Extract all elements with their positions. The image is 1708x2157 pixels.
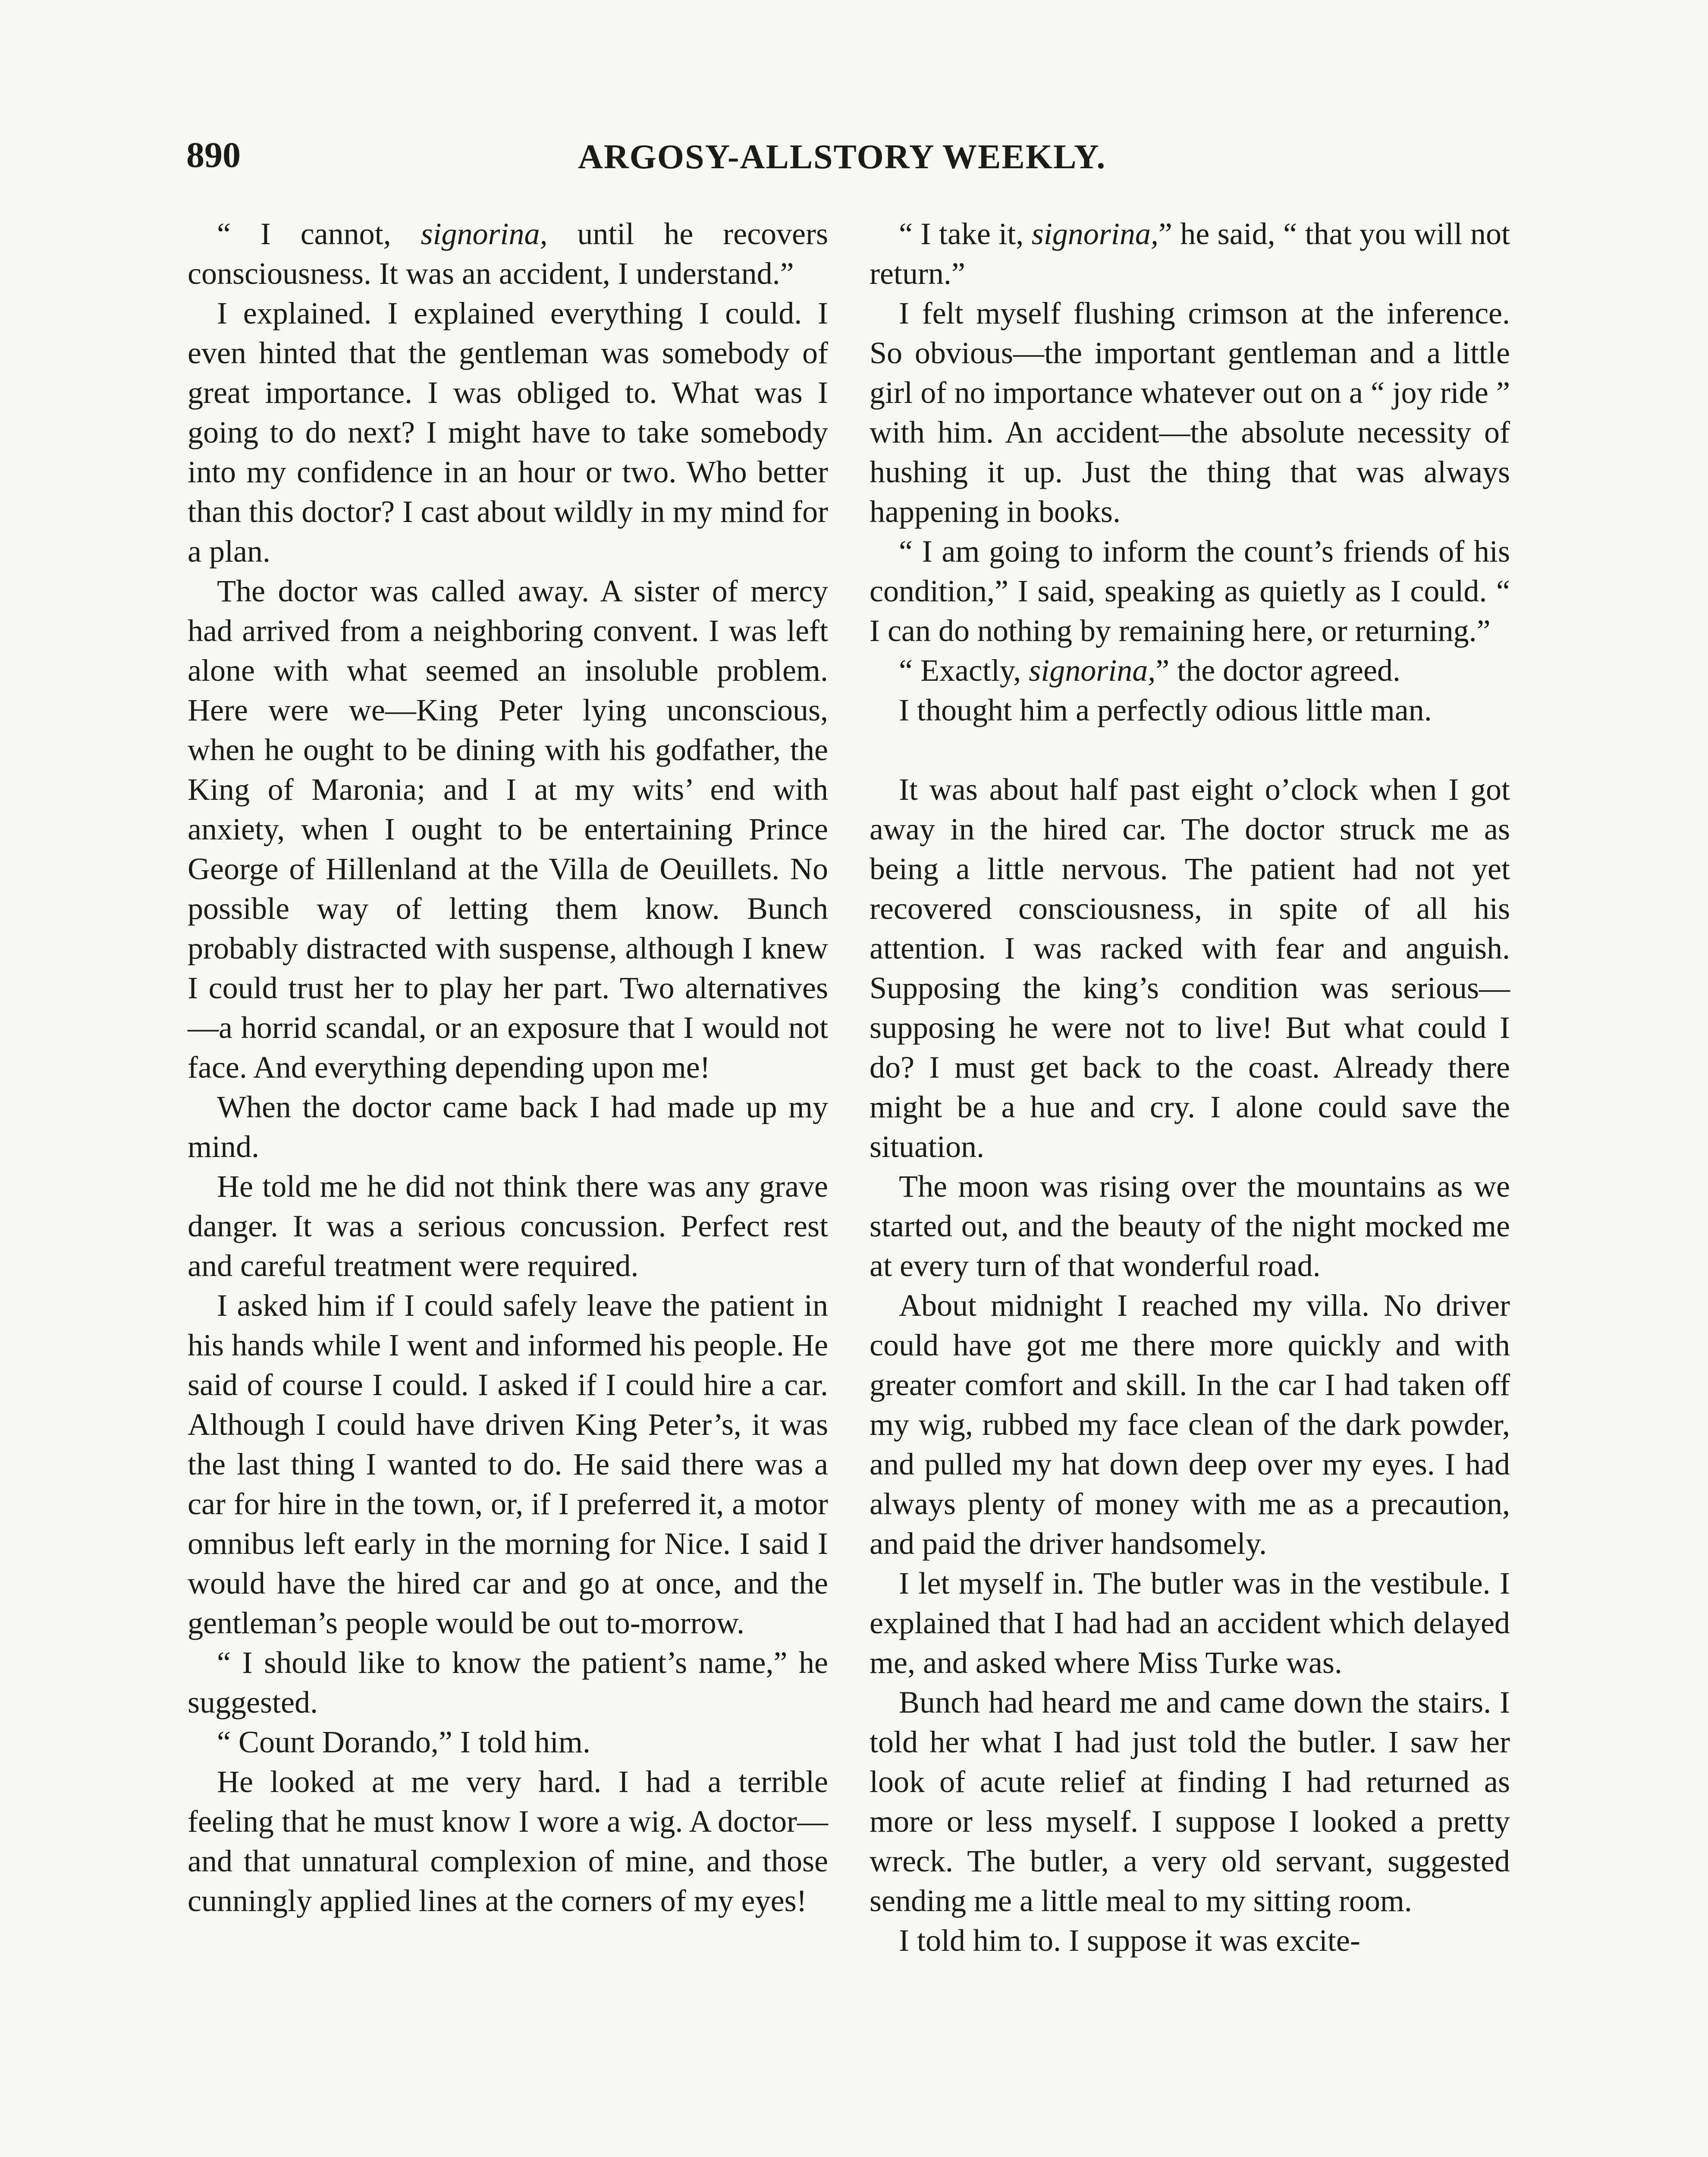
text-run: I felt myself flushing crimson at the inference. So obvious—the important gentleman and a little girl of no importance whatever out on a “ joy ride ” with him. An accident—the absolute necessity of hushing it up. Just the thing that was always happening in books. bbox=[870, 296, 1510, 529]
text-run: About midnight I reached my villa. No driver could have got me there more quickly and with greater comfort and skill. In the car I had taken off my wig, rubbed my face clean of the dark powder, and pulled my hat down deep over my eyes. I had always plenty of money with me as a precaution, and paid the driver handsomely. bbox=[870, 1288, 1510, 1561]
italic-text: signorina, bbox=[1031, 217, 1159, 251]
paragraph bbox=[870, 214, 1510, 293]
italic-text: signorina, bbox=[421, 217, 548, 251]
paragraph bbox=[188, 1643, 828, 1722]
paragraph bbox=[870, 1167, 1510, 1286]
text-run: “ I am going to inform the count’s friends of his condition,” I said, speaking as quietly as I could. “ I can do nothing by remaining here, or returning.” bbox=[870, 534, 1510, 648]
text-run: “ I cannot, bbox=[217, 217, 421, 251]
paragraph bbox=[188, 1286, 828, 1643]
text-run: He looked at me very hard. I had a terrible feeling that he must know I wore a wig. A doctor—and that unnatural complexion of mine, and those cunningly applied lines at the corners of my eyes! bbox=[188, 1764, 828, 1918]
text-run: Bunch had heard me and came down the stairs. I told her what I had just told the butler. I saw her look of acute relief at finding I had returned as more or less myself. I suppose I looked a pretty wreck. The butler, a very old servant, suggested sending me a little meal to my sitting room. bbox=[870, 1685, 1510, 1918]
paragraph bbox=[870, 770, 1510, 1167]
text-run: I let myself in. The butler was in the vestibule. I explained that I had had an accident which delayed me, and asked where Miss Turke was. bbox=[870, 1566, 1510, 1680]
text-run: The doctor was called away. A sister of mercy had arrived from a neighboring convent. I was left alone with what seemed an insoluble problem. Here were we—King Peter lying unconscious, when he ought to be dining with his godfather, the King of Maronia; and I at my wits’ end with anxiety, when I ought to be entertaining Prince George of Hillenland at the Villa de Oeuillets. No possible way of letting them know. Bunch probably distracted with suspense, although I knew I could trust her to play her part. Two alternatives—a horrid scandal, or an exposure that I would not face. And everything depending upon me! bbox=[188, 574, 828, 1085]
text-run: He told me he did not think there was any grave danger. It was a serious concussion. Perfect rest and careful treatment were required. bbox=[188, 1169, 828, 1283]
text-run: until he recovers consciousness. It was an accident, I understand.” bbox=[188, 217, 828, 291]
paragraph bbox=[188, 1722, 828, 1762]
paragraph bbox=[870, 1286, 1510, 1563]
paragraph bbox=[188, 214, 828, 293]
text-run: I explained. I explained everything I could. I even hinted that the gentleman was somebody of great importance. I was obliged to. What was I going to do next? I might have to take somebody into my confidence in an hour or two. Who better than this doctor? I cast about wildly in my mind for a plan. bbox=[188, 296, 828, 569]
paragraph bbox=[870, 293, 1510, 531]
paragraph bbox=[870, 1682, 1510, 1921]
page-number: 890 bbox=[186, 135, 241, 175]
italic-text: signorina, bbox=[1029, 653, 1156, 688]
text-run: I asked him if I could safely leave the patient in his hands while I went and informed his people. He said of course I could. I asked if I could hire a car. Although I could have driven King Peter’s, it was the last thing I wanted to do. He said there was a car for hire in the town, or, if I preferred it, a motor omnibus left early in the morning for Nice. I said I would have the hired car and go at once, and the gentleman’s people would be out to-morrow. bbox=[188, 1288, 828, 1640]
text-run: “ I should like to know the patient’s name,” he suggested. bbox=[188, 1645, 828, 1720]
text-run: ” the doctor agreed. bbox=[1155, 653, 1400, 688]
text-run: The moon was rising over the mountains as we started out, and the beauty of the night mocked me at every turn of that wonderful road. bbox=[870, 1169, 1510, 1283]
paragraph bbox=[870, 531, 1510, 651]
text-run: I thought him a perfectly odious little man. bbox=[899, 693, 1432, 727]
paragraph bbox=[870, 690, 1510, 730]
text-run: “ Exactly, bbox=[899, 653, 1029, 688]
paragraph bbox=[188, 1167, 828, 1286]
text-run: ” he said, “ that you will not return.” bbox=[870, 217, 1510, 291]
paragraph bbox=[870, 1563, 1510, 1682]
right-text-column bbox=[870, 214, 1510, 1960]
text-run: It was about half past eight o’clock when I got away in the hired car. The doctor struck me as being a little nervous. The patient had not yet recovered consciousness, in spite of all his attention. I was racked with fear and anguish. Supposing the king’s condition was serious—supposing he were not to live! But what could I do? I must get back to the coast. Already there might be a hue and cry. I alone could save the situation. bbox=[870, 772, 1510, 1164]
paragraph bbox=[188, 293, 828, 571]
paragraph bbox=[188, 1762, 828, 1921]
paragraph bbox=[188, 1087, 828, 1167]
running-head: ARGOSY-ALLSTORY WEEKLY. bbox=[578, 138, 1106, 176]
text-run: “ Count Dorando,” I told him. bbox=[217, 1725, 590, 1759]
paragraph bbox=[188, 571, 828, 1087]
text-run: I told him to. I suppose it was excite- bbox=[899, 1923, 1360, 1958]
left-text-column bbox=[188, 214, 828, 1921]
paragraph bbox=[870, 1921, 1510, 1960]
text-run: “ I take it, bbox=[899, 217, 1032, 251]
text-run: When the doctor came back I had made up my mind. bbox=[188, 1090, 828, 1164]
paragraph bbox=[870, 651, 1510, 690]
